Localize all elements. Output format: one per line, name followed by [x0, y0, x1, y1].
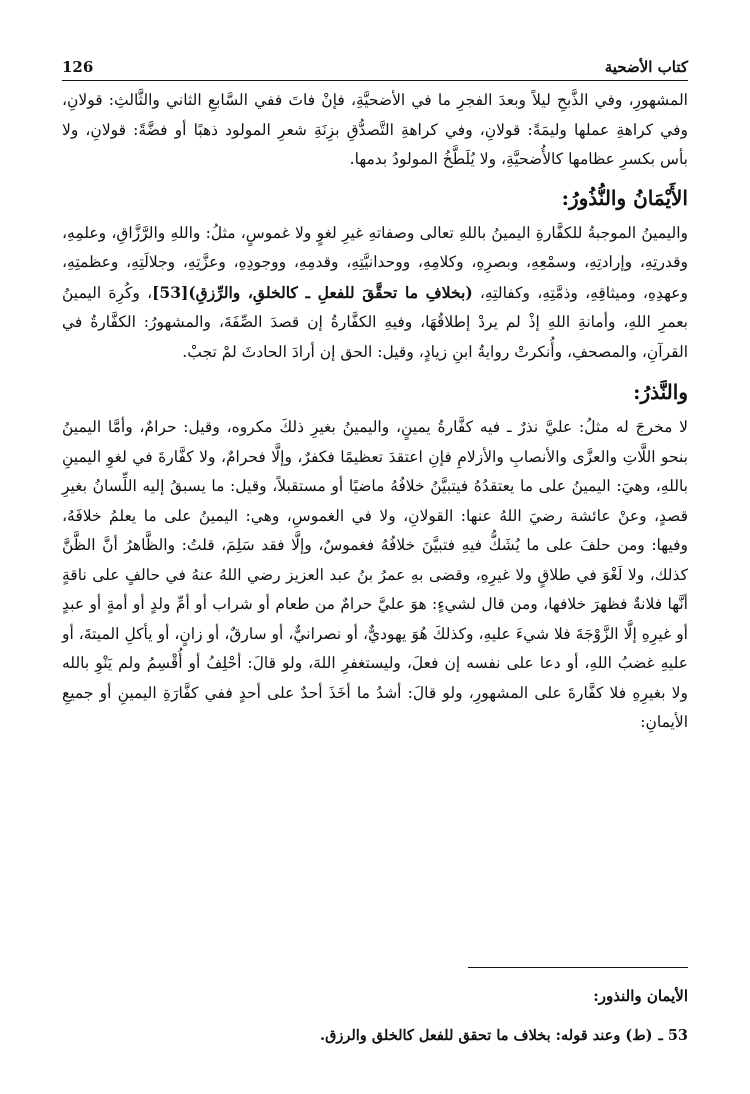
paragraph-vow: لا مخرجَ له مثلُ: عليَّ نذرٌ ـ فيه كفَّارةُ يمينٍ، واليمينُ بغيرِ ذلكَ مكروه، وقيل: حرامٌ، وأمَّا اليمينُ بنحو اللَّاتِ والعزَّى والأنصابِ والأزلامِ فإنِ اعتقدَ تعظيمًا فكفرٌ، وإلَّا فحرامٌ، ولا كفَّارةَ في لغوِ اليمينِ باللهِ، وهيَ: اليمينُ على ما يعتقدُهُ فيتبيَّنُ خلافُهُ ماضيًا أو مستقبلاً، وقيل: ما يسبقُ إليه اللِّسانُ بغيرِ قصدٍ، وعنْ عائشة رضيَ اللهُ عنها: القولانِ، ولا في الغموسِ، وهي: اليمينُ على ما يعلمُ خلافَهُ، وفيها: ومن حلفَ على ما يُشَكُّ فيهِ فتبيَّنَ خلافُهُ فغموسٌ، وإلَّا فقد سَلِمَ، قلتُ: والظَّاهرُ أنَّ الظَّنَّ كذلك، ولا لَغْوَ في طلاقٍ ولا غيرِهِ، وقضى بهِ عمرُ بنُ عبد العزيز رضي اللهُ عنهُ في حالفٍ على ناقةٍ أنَّها فلانةٌ فظهرَ خلافها، ومن قال لشيءٍ: هوَ عليَّ حرامٌ من طعام أو شراب أو أمِّ ولدٍ أو أمةٍ أو عبدٍ أو غيرِهِ إلَّا الزَّوْجَةَ فلا شيءَ عليهِ، وكذلكَ هُوَ يهوديٌّ، أو نصرانيٌّ، أو سارقٌ، أو زانٍ، أو يأكلِ الميتةَ، أو عليهِ غضبُ اللهِ، أو دعا على نفسه إن فعلَ، وليستغفرِ اللهَ، ولو قالَ: أحْلِفُ أو أُقْسِمُ ولم يَنْوِ بالله ولا بغيرِهِ فلا كفَّارةَ على المشهورِ، ولو قالَ: أشدُ ما أخَذَ أحدٌ على أحدٍ ففي كفَّارَةِ اليمينِ أو جميعِ الأيمانِ: — [62, 418, 688, 731]
running-head — [62, 50, 688, 76]
footnote-rule — [468, 967, 688, 968]
footnote-heading: الأيمان والنذور: — [593, 987, 688, 1005]
section-heading-oaths-vows: الأَيْمَانُ والنُّذُورُ: — [561, 185, 688, 210]
footnotes — [62, 982, 688, 1050]
paragraph-oaths-text-b: ، وكُرِهَ اليمينُ بعمرِ اللهِ، وأمانةِ اللهِ إذْ لم يردْ إطلاقُهَا، وفيهِ الكفَّارةُ إن قصدَ الصِّفَةَ، والمشهورُ: الكفَّارةُ في القرآنِ، والمصحفِ، وأُنكرتْ روايةُ ابنِ زيادٍ، وقيل: الحق إن أرادَ الحادثَ لمْ تجبْ. — [62, 283, 688, 361]
section-heading-vow: والنَّذرُ: — [633, 380, 688, 404]
paragraph-oaths-bold: (بخلافِ ما تحقَّقَ للفعلِ ـ كالخلقِ، والرِّزقِ)[53] — [152, 282, 473, 302]
footnote-number: 53 ـ — [658, 1027, 688, 1044]
footnote-text: (ط) وعند قوله: بخلاف ما تحقق للفعل كالخلق والرزق. — [320, 1027, 653, 1044]
paragraph-aqiqa: المشهورِ، وفي الذَّبحِ ليلاً وبعدَ الفجرِ ما في الأضحيَّةِ، فإنْ فاتَ ففي السَّابعِ الثاني والثَّالثِ: قولانِ، وفي كراهةِ عملها وليمَةً: قولانِ، وفي كراهةِ التَّصدُّقِ بزِنَةِ شعرِ المولود ذهبًا أو فضَّةً: قولانِ، ولا بأس بكسرِ عظامها كالأُضحيَّةِ، ولا يُلَطَّخُ المولودُ بدمها. — [62, 91, 688, 168]
chapter-title: كتاب الأضحية — [604, 58, 688, 76]
paragraph-oaths — [62, 219, 688, 368]
page-number: 126 — [62, 58, 94, 76]
header-rule — [62, 80, 688, 81]
paragraph-oaths-text-a: واليمينُ الموجبةُ للكفَّارةِ اليمينُ باللهِ تعالى وصفاتهِ غيرِ لغوٍ ولا غموسٍ، مثلُ: واللهِ والرَّزَّاقِ، وعلمِهِ، وقدرتِهِ، وإرادتِهِ، وسمْعِهِ، وبصرِهِ، وكلامِهِ، ووحدانيَّتِهِ، وقدمِهِ، ووجودِهِ، وعزَّتِهِ، وجلالَتِهِ، وعظمتِهِ، وعهدِهِ، وميثاقِهِ، وذمَّتِهِ، وكفالتِهِ، — [62, 223, 688, 302]
main-text — [62, 86, 688, 738]
footnote-53 — [62, 1022, 688, 1050]
